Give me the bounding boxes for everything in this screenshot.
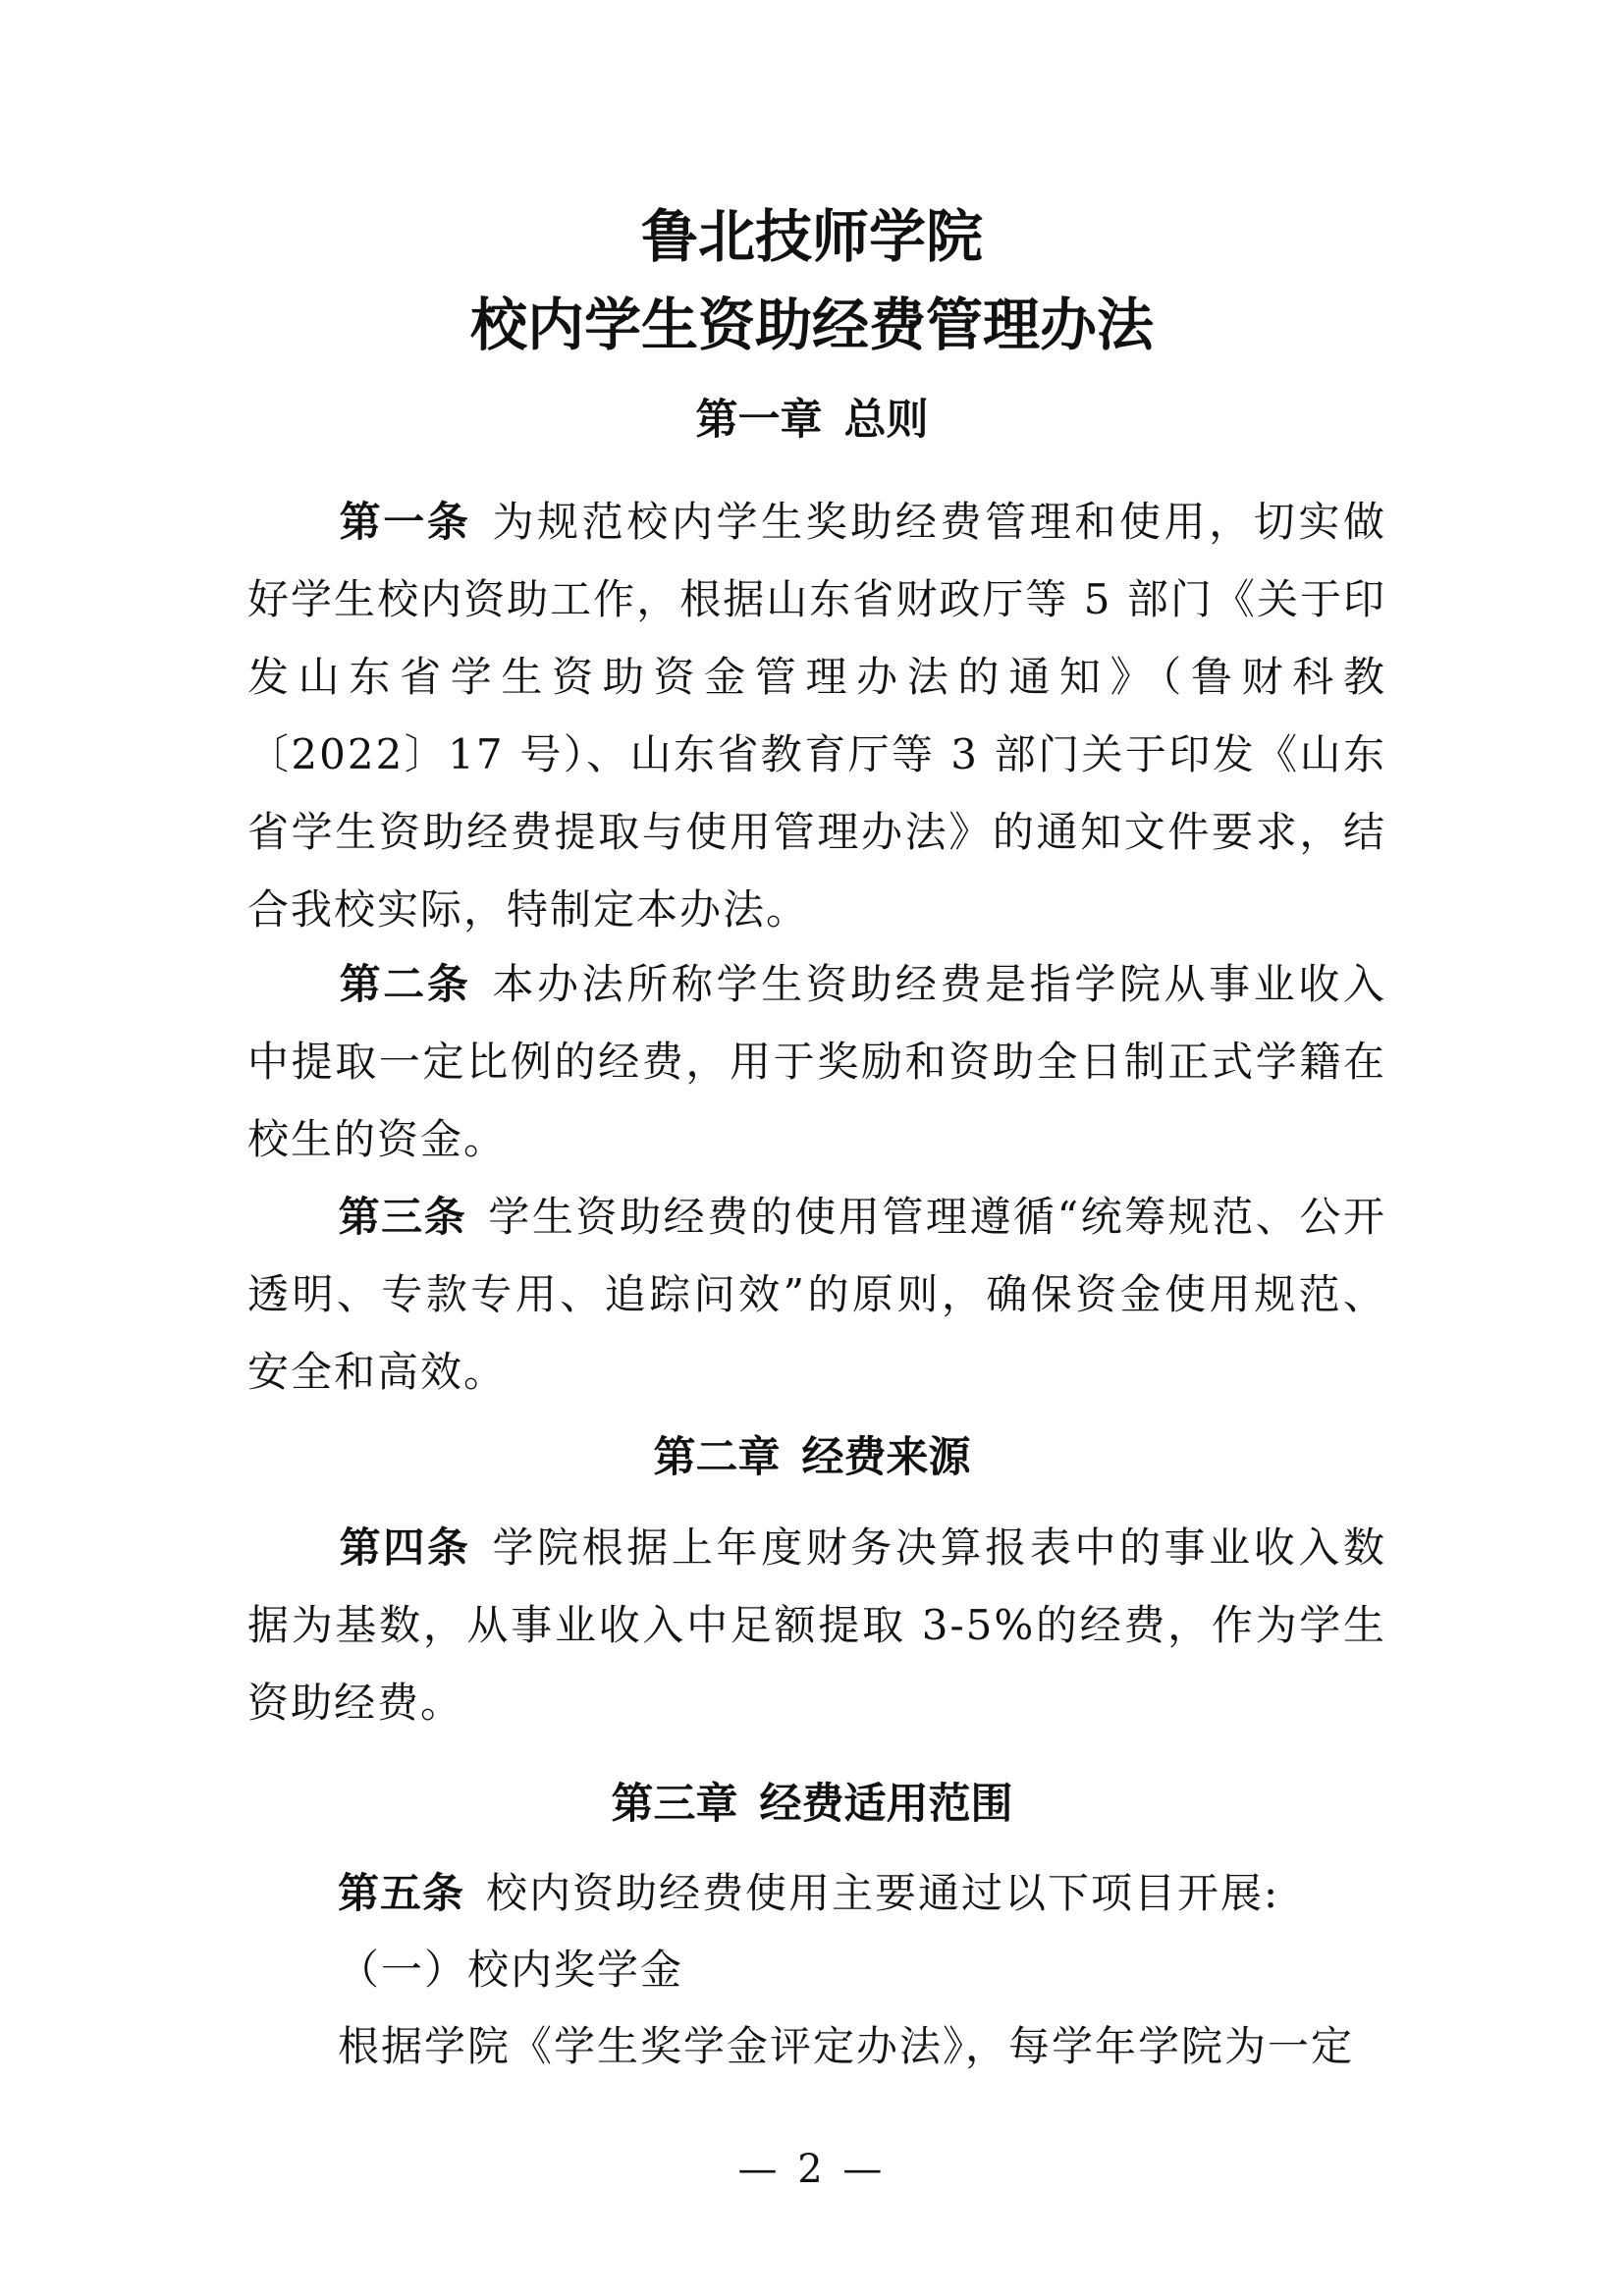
article-3 xyxy=(247,1178,1386,1411)
chapter-1-heading xyxy=(0,391,1624,450)
chapter-3-number: 第三章 xyxy=(611,1780,738,1829)
chapter-3-heading xyxy=(0,1775,1624,1834)
page-number: — 2 — xyxy=(737,2147,887,2192)
article-4-label: 第四条 xyxy=(338,1523,471,1572)
chapter-1-name: 总则 xyxy=(843,396,929,445)
chapter-2-name: 经费来源 xyxy=(801,1433,971,1482)
item-1-text: （一）校内奖学金 xyxy=(338,1946,684,1994)
chapter-2-heading xyxy=(0,1428,1624,1487)
paragraph-continuation xyxy=(247,2007,1386,2085)
article-2-text: 本办法所称学生资助经费是指学院从事业收入中提取一定比例的经费，用于奖励和资助全日制正式学籍在校生的资金。 xyxy=(247,960,1386,1163)
document-title-line1: 鲁北技师学院 xyxy=(640,203,983,270)
article-3-text: 学生资助经费的使用管理遵循“统筹规范、公开透明、专款专用、追踪问效”的原则，确保资金使用规范、安全和高效。 xyxy=(247,1193,1386,1396)
chapter-1-number: 第一章 xyxy=(695,396,823,445)
chapter-2-number: 第二章 xyxy=(653,1433,781,1482)
article-4-text: 学院根据上年度财务决算报表中的事业收入数据为基数，从事业收入中足额提取 3-5%的经费，作为学生资助经费。 xyxy=(247,1523,1386,1727)
article-1-text: 为规范校内学生奖助经费管理和使用，切实做好学生校内资助工作，根据山东省财政厅等 5 部门《关于印发山东省学生资助资金管理办法的通知》（鲁财科教〔2022〕17 号）、山东省教育厅等 3 部门关于印发《山东省学生资助经费提取与使用管理办法》的通知文件要求，结合我校实际，特制定本办法。 xyxy=(247,498,1386,934)
article-5-label: 第五条 xyxy=(338,1869,465,1917)
article-5-text: 校内资助经费使用主要通过以下项目开展: xyxy=(486,1869,1280,1917)
article-3-label: 第三条 xyxy=(338,1193,467,1241)
article-2 xyxy=(247,945,1386,1178)
chapter-3-name: 经费适用范围 xyxy=(759,1780,1013,1829)
paragraph-continuation-text: 根据学院《学生奖学金评定办法》，每学年学院为一定 xyxy=(338,2022,1355,2070)
article-5 xyxy=(247,1854,1386,1932)
article-1-label: 第一条 xyxy=(338,498,471,546)
article-1 xyxy=(247,483,1386,948)
article-4 xyxy=(247,1509,1386,1741)
item-1 xyxy=(247,1931,1386,2008)
article-2-label: 第二条 xyxy=(338,960,471,1008)
document-title-line2: 校内学生资助经费管理办法 xyxy=(469,292,1154,358)
